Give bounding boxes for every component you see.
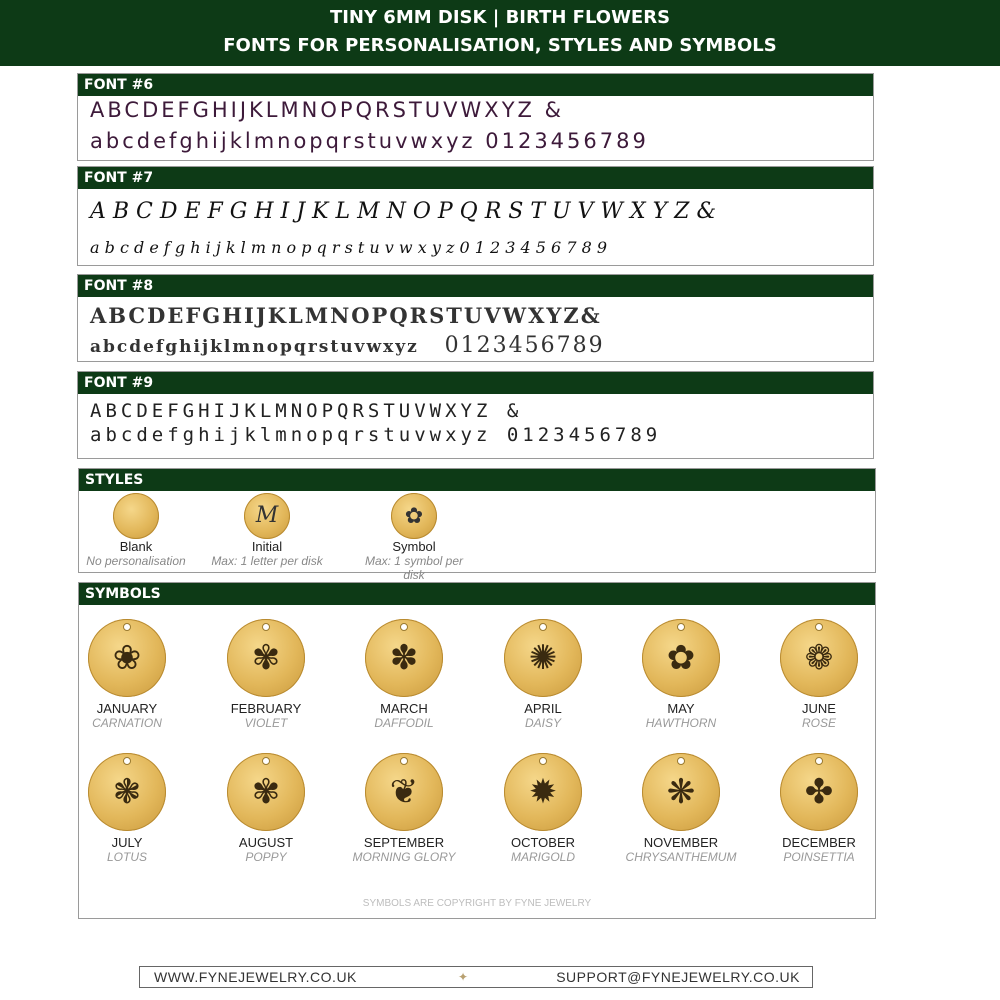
blank-disk [113,493,159,539]
symbol-item-may [611,619,751,730]
flower-label: POPPY [245,850,287,864]
style-sub: Max: 1 letter per disk [211,554,323,568]
flower-label: POINSETTIA [783,850,855,864]
style-sub: Max: 1 symbol per disk [364,554,464,582]
symbol-item-february [196,619,336,730]
month-label: JULY [111,835,143,850]
month-label: AUGUST [238,835,294,850]
month-label: DECEMBER [782,835,856,850]
font-9-panel [77,371,874,459]
flower-label: MARIGOLD [510,850,575,864]
flower-disk-icon: ✿ [642,619,720,697]
initial-disk: M [244,493,290,539]
style-label: Blank [119,539,153,554]
style-symbol [354,493,474,582]
flower-label: VIOLET [244,716,288,730]
symbol-item-april [473,619,613,730]
month-label: NOVEMBER [643,835,719,850]
style-blank [81,493,191,568]
symbol-item-october [473,753,613,864]
flower-disk-icon: ❀ [88,619,166,697]
header-title: TINY 6MM DISK | BIRTH FLOWERS [329,7,671,28]
month-label: MARCH [380,701,428,716]
font-6-title: FONT #6 [78,74,873,96]
flower-label: HAWTHORN [645,716,717,730]
flower-disk-icon: ❃ [88,753,166,831]
flower-disk-icon: ❁ [780,619,858,697]
font-7-uppercase: A B C D E F G H I J K L M N O P Q R S T U V W X Y Z & [90,199,717,224]
month-label: JUNE [802,701,836,716]
flower-disk-icon: ❋ [642,753,720,831]
flower-disk-icon: ❦ [365,753,443,831]
month-label: APRIL [524,701,562,716]
disk-hole [677,757,685,765]
symbol-item-november [611,753,751,864]
symbol-item-january [57,619,197,730]
font-8-title: FONT #8 [78,275,873,297]
font-7-lowercase: a b c d e f g h i j k l m n o p q r s t u v w x y z 0 1 2 3 4 5 6 7 8 9 [90,238,608,257]
disk-hole [123,623,131,631]
disk-hole [815,757,823,765]
month-label: MAY [667,701,695,716]
flower-disk-icon: ✽ [365,619,443,697]
support-email-link[interactable]: SUPPORT@FYNEJEWELRY.CO.UK [556,969,800,985]
flower-label: CARNATION [92,716,162,730]
font-6-uppercase: ABCDEFGHIJKLMNOPQRSTUVWXYZ & [90,98,564,122]
symbol-item-june [749,619,889,730]
disk-hole [815,623,823,631]
month-label: FEBRUARY [230,701,302,716]
disk-hole [400,757,408,765]
flower-label: DAISY [524,716,561,730]
symbol-disk: ✿ [391,493,437,539]
style-label: Symbol [392,539,436,554]
symbol-item-july [57,753,197,864]
styles-title: STYLES [79,469,875,491]
disk-hole [539,623,547,631]
month-label: SEPTEMBER [363,835,445,850]
font-8-letters: abcdefghijklmnopqrstuvwxyz [90,337,419,357]
flower-label: LOTUS [106,850,147,864]
font-9-lowercase: abcdefghijklmnopqrstuvwxyz 0123456789 [90,424,662,446]
styles-panel [78,468,876,582]
disk-hole [262,757,270,765]
month-label: OCTOBER [510,835,576,850]
symbol-item-march [334,619,474,730]
symbol-item-september [334,753,474,864]
font-9-title: FONT #9 [78,372,873,394]
disk-hole [123,757,131,765]
page-header [0,0,1000,66]
style-sub: No personalisation [86,554,186,568]
disk-hole [539,757,547,765]
font-6-lowercase: abcdefghijklmnopqrstuvwxyz 0123456789 [90,129,649,153]
website-link[interactable]: WWW.FYNEJEWELRY.CO.UK [154,969,357,985]
font-8-digits: 0123456789 [444,333,605,358]
flower-label: ROSE [801,716,836,730]
font-7-title: FONT #7 [78,167,873,189]
flower-disk-icon: ✾ [227,619,305,697]
font-8-lowercase [90,333,605,358]
month-label: JANUARY [96,701,158,716]
flower-disk-icon: ✾ [227,753,305,831]
font-8-uppercase: ABCDEFGHIJKLMNOPQRSTUVWXYZ& [90,303,602,328]
header-subtitle: FONTS FOR PERSONALISATION, STYLES AND SYMBOLS [223,35,777,56]
symbol-item-august [196,753,336,864]
style-label: Initial [251,539,283,554]
disk-hole [400,623,408,631]
copyright-note: SYMBOLS ARE COPYRIGHT BY FYNE JEWELRY [362,898,592,909]
flower-disk-icon: ✹ [504,753,582,831]
style-initial [207,493,327,568]
symbols-panel [78,582,876,919]
font-9-uppercase: ABCDEFGHIJKLMNOPQRSTUVWXYZ & [90,400,523,422]
footer-bar [139,966,813,988]
star-icon: ✦ [458,970,469,984]
flower-label: CHRYSANTHEMUM [625,850,737,864]
font-6-panel [77,73,874,161]
symbols-title: SYMBOLS [79,583,875,605]
symbol-item-december [749,753,889,864]
flower-disk-icon: ✤ [780,753,858,831]
font-7-panel [77,166,874,266]
disk-hole [677,623,685,631]
flower-label: DAFFODIL [374,716,434,730]
font-8-panel [77,274,874,362]
disk-hole [262,623,270,631]
flower-label: MORNING GLORY [352,850,456,864]
flower-disk-icon: ✺ [504,619,582,697]
